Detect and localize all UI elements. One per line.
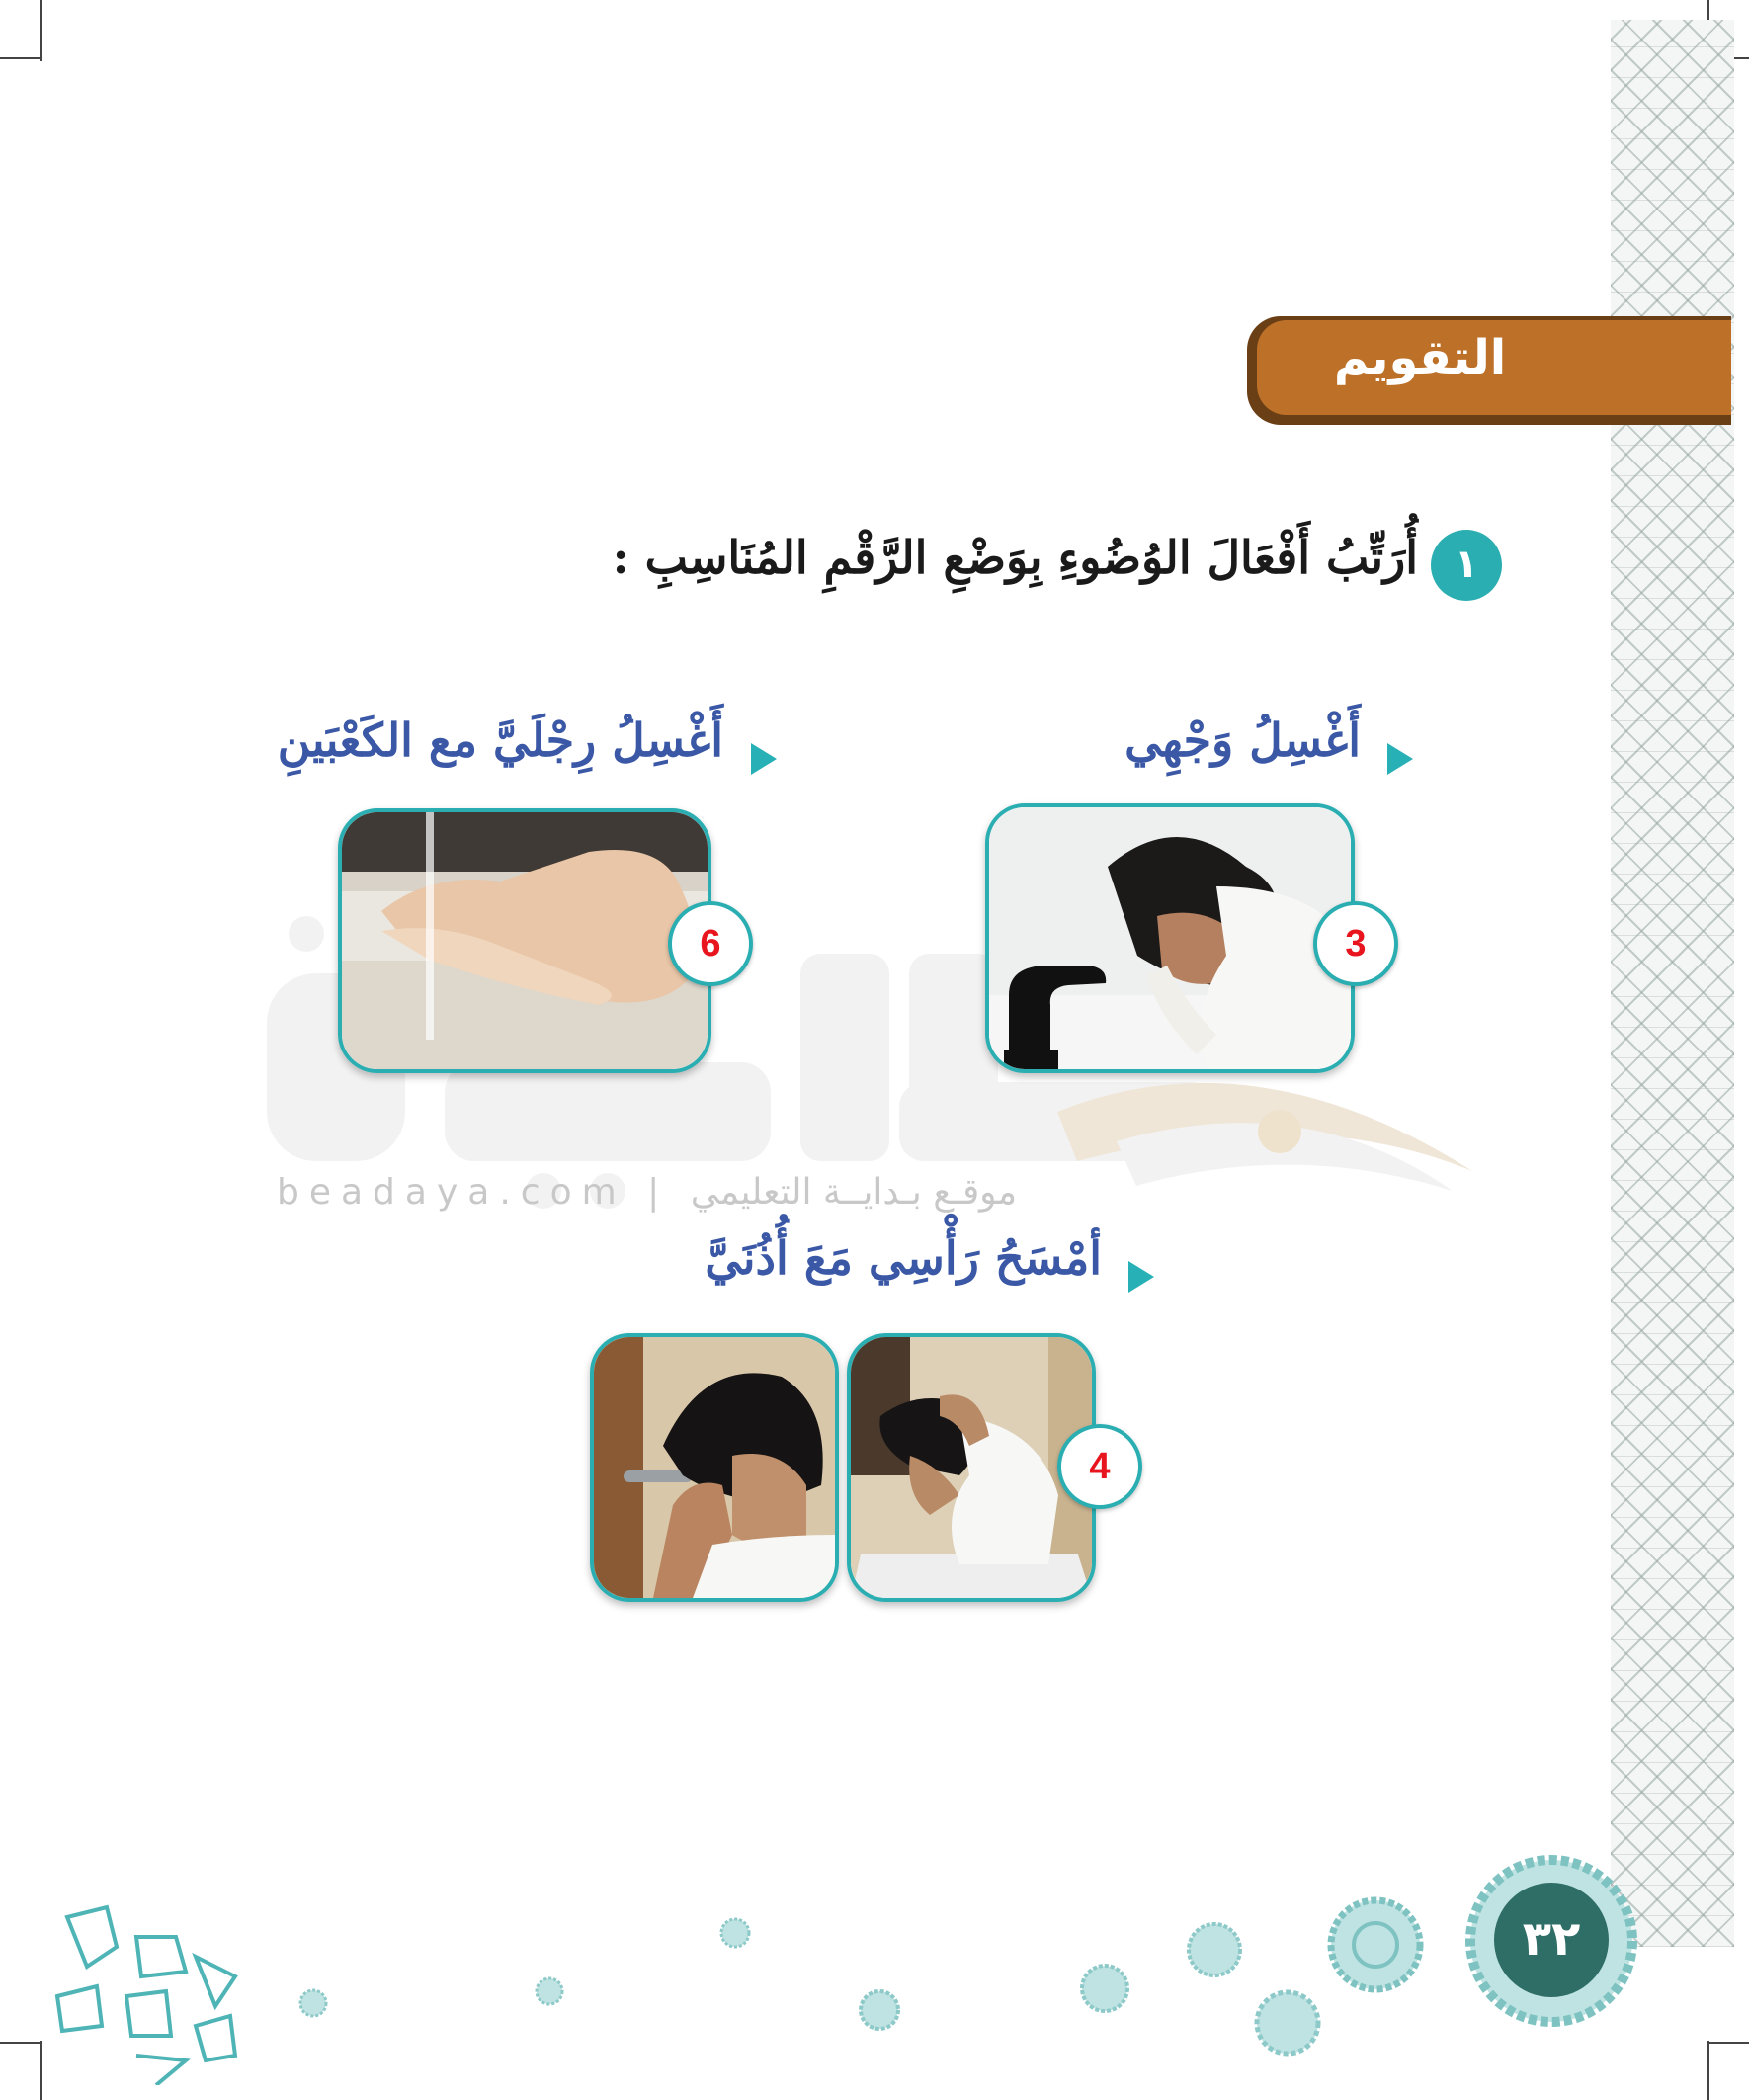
item-label-wipe-head: أمْسَحُ رَأْسِي مَعَ أُذُنَيَّ [705,1231,1102,1285]
bullet-triangle-icon [1387,743,1413,775]
bullet-triangle-icon [1128,1261,1154,1293]
crop-mark [0,2042,42,2044]
geometric-ornament [47,1897,245,2085]
item-label-wash-face: أَغْسِلُ وَجْهِي [1124,714,1361,767]
crop-mark [40,0,42,61]
crop-mark [1707,2041,1709,2100]
decorative-pattern-border [1611,20,1734,1947]
rosette-ornament [1186,1921,1243,1978]
photo-wash-face [985,803,1355,1073]
question-text: أُرَتِّبُ أَفْعَالَ الوُضُوءِ بِوَضْعِ الرَّقْمِ المُنَاسِبِ : [612,531,1418,584]
rosette-ornament [1253,1988,1322,2058]
rosette-ornament [535,1976,564,2006]
crop-mark [0,57,42,59]
rosette-ornament [298,1988,328,2018]
page-number: ٣٢ [1494,1883,1609,1997]
rosette-ornament [858,1988,901,2032]
rosette-ornament [719,1917,751,1949]
rosette-ornament [1079,1963,1130,2014]
answer-circle-wipe-head[interactable]: 4 [1057,1424,1142,1509]
photo-wipe-ears [590,1333,839,1602]
answer-circle-wash-face[interactable]: 3 [1313,901,1398,986]
question-number-badge: ١ [1431,530,1502,601]
crop-mark [1707,2042,1749,2044]
section-title: التقويم [1333,330,1507,385]
crop-mark [40,2041,42,2100]
item-label-wash-feet: أَغْسِلُ رِجْلَيَّ مع الكَعْبَينِ [277,714,723,767]
section-header [1247,316,1731,425]
photo-wash-feet [338,808,711,1073]
bullet-triangle-icon [751,743,777,775]
watermark-text: beadaya.com | موقـع بـدايــة التعليمي [277,1172,1018,1213]
answer-circle-wash-feet[interactable]: 6 [668,901,753,986]
rosette-ornament [1326,1895,1425,1994]
